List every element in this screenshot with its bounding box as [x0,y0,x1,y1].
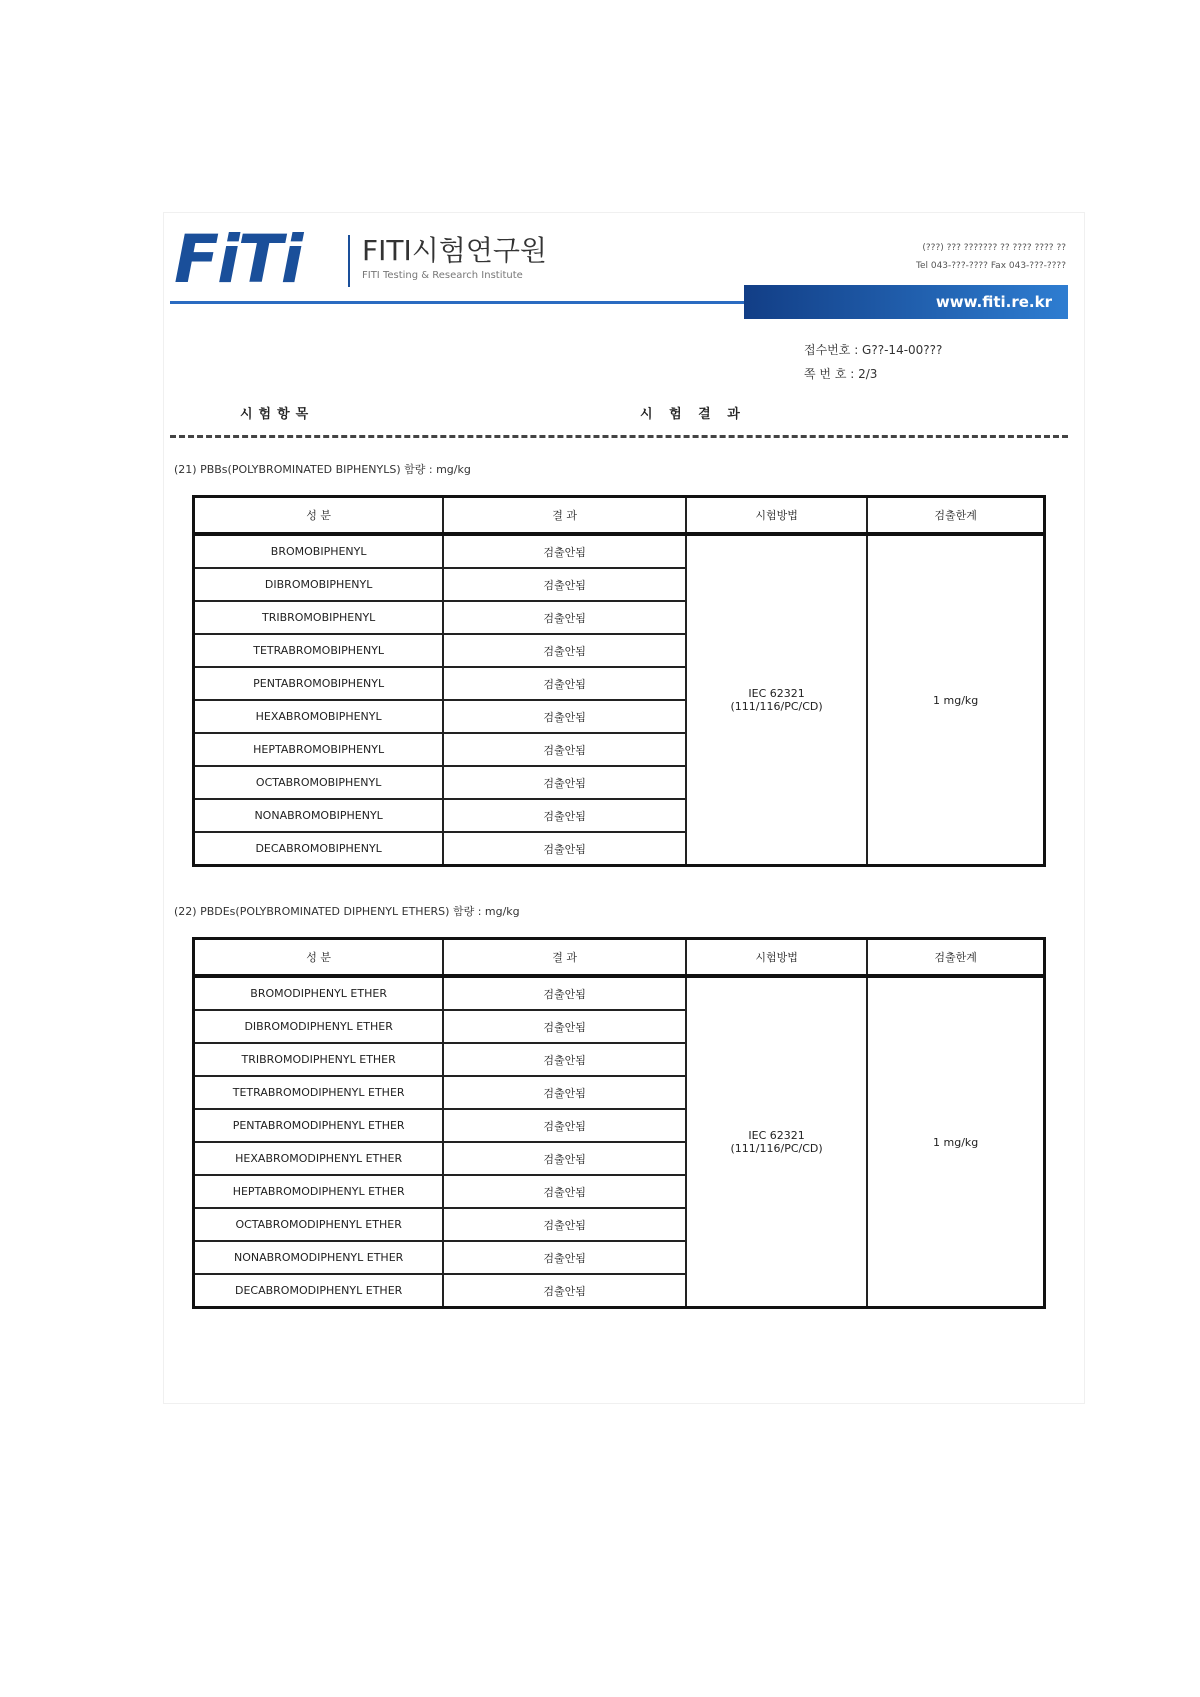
result-value: 검출안됨 [443,1274,686,1308]
test-item-heading: 시험항목 [240,407,315,422]
compound-name: OCTABROMOBIPHENYL [194,766,444,799]
report-page [163,212,1085,1404]
compound-name: DIBROMODIPHENYL ETHER [194,1010,444,1043]
result-value: 검출안됨 [443,766,686,799]
page-number-label: 쪽 번 호 [804,367,847,381]
table-row [194,534,1045,568]
pbb-results-table [192,495,1046,867]
org-subtitle: FITI Testing & Research Institute [362,270,523,281]
column-header: 결 과 [443,497,686,535]
result-value: 검출안됨 [443,568,686,601]
compound-name: HEPTABROMODIPHENYL ETHER [194,1175,444,1208]
result-value: 검출안됨 [443,534,686,568]
compound-name: TRIBROMODIPHENYL ETHER [194,1043,444,1076]
compound-name: TETRABROMODIPHENYL ETHER [194,1076,444,1109]
result-value: 검출안됨 [443,1043,686,1076]
detection-limit: 1 mg/kg [867,534,1044,866]
compound-name: PENTABROMODIPHENYL ETHER [194,1109,444,1142]
logo-divider [348,235,350,287]
result-value: 검출안됨 [443,832,686,866]
compound-name: BROMOBIPHENYL [194,534,444,568]
compound-name: BROMODIPHENYL ETHER [194,976,444,1010]
column-header: 시험방법 [686,497,867,535]
pbde-results-table [192,937,1046,1309]
report-number-label: 접수번호 [804,343,851,357]
result-value: 검출안됨 [443,799,686,832]
header-rule [170,301,760,304]
result-value: 검출안됨 [443,1076,686,1109]
detection-limit: 1 mg/kg [867,976,1044,1308]
result-value: 검출안됨 [443,634,686,667]
result-value: 검출안됨 [443,700,686,733]
fiti-logo: FiTi [174,221,302,298]
result-value: 검출안됨 [443,1109,686,1142]
page-number [804,365,877,382]
report-number-value: : G??-14-00??? [854,343,943,357]
result-value: 검출안됨 [443,1208,686,1241]
compound-name: DECABROMOBIPHENYL [194,832,444,866]
result-value: 검출안됨 [443,1241,686,1274]
compound-name: DIBROMOBIPHENYL [194,568,444,601]
website-link[interactable]: www.fiti.re.kr [744,285,1068,319]
address-line: (???) ??? ??????? ?? ???? ???? ?? [922,243,1066,253]
compound-name: PENTABROMOBIPHENYL [194,667,444,700]
column-header: 결 과 [443,939,686,977]
table-row [194,976,1045,1010]
result-value: 검출안됨 [443,1142,686,1175]
compound-name: HEPTABROMOBIPHENYL [194,733,444,766]
page-number-value: : 2/3 [850,367,878,381]
result-value: 검출안됨 [443,667,686,700]
result-value: 검출안됨 [443,1175,686,1208]
section-divider [170,435,1068,438]
result-value: 검출안됨 [443,976,686,1010]
column-header: 검출한계 [867,939,1044,977]
test-method: IEC 62321 (111/116/PC/CD) [686,976,867,1308]
org-name: FITI시험연구원 [362,234,547,267]
compound-name: NONABROMOBIPHENYL [194,799,444,832]
compound-name: OCTABROMODIPHENYL ETHER [194,1208,444,1241]
contact-line: Tel 043-???-???? Fax 043-???-???? [915,261,1066,271]
column-header: 성 분 [194,939,444,977]
column-header: 시험방법 [686,939,867,977]
test-result-heading: 시 험 결 과 [640,407,746,422]
result-value: 검출안됨 [443,601,686,634]
compound-name: TETRABROMOBIPHENYL [194,634,444,667]
compound-name: HEXABROMODIPHENYL ETHER [194,1142,444,1175]
column-header: 성 분 [194,497,444,535]
report-number [804,341,942,358]
compound-name: TRIBROMOBIPHENYL [194,601,444,634]
compound-name: NONABROMODIPHENYL ETHER [194,1241,444,1274]
result-value: 검출안됨 [443,733,686,766]
table-caption: (21) PBBs(POLYBROMINATED BIPHENYLS) 함량 : mg/kg [174,463,471,476]
compound-name: HEXABROMOBIPHENYL [194,700,444,733]
column-header: 검출한계 [867,497,1044,535]
table-caption: (22) PBDEs(POLYBROMINATED DIPHENYL ETHERS) 함량 : mg/kg [174,905,520,918]
test-method: IEC 62321 (111/116/PC/CD) [686,534,867,866]
compound-name: DECABROMODIPHENYL ETHER [194,1274,444,1308]
result-value: 검출안됨 [443,1010,686,1043]
